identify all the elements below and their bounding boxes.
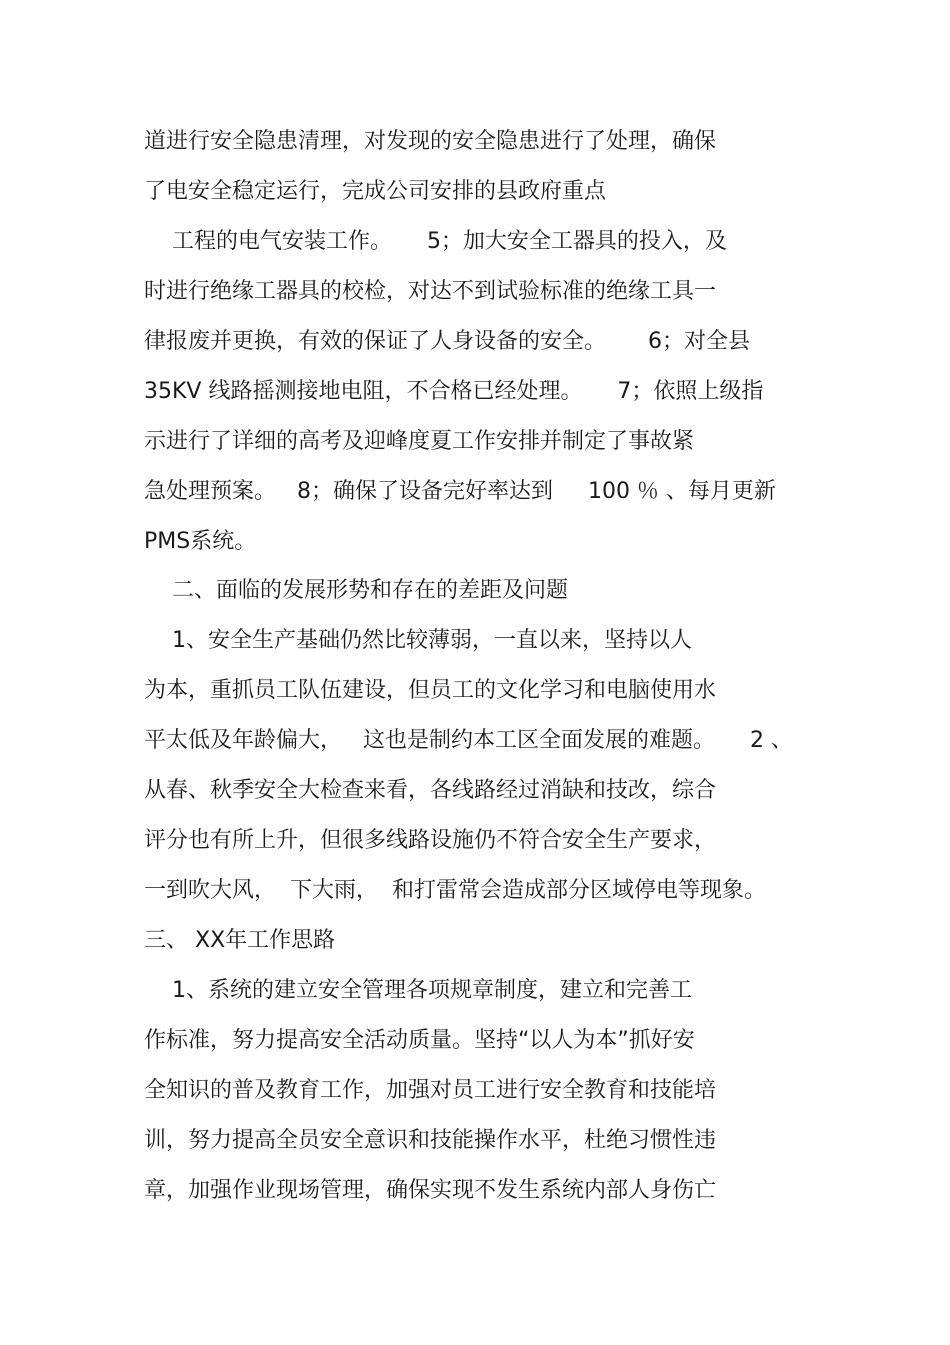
text-line: 了电安全稳定运行，完成公司安排的县政府重点: [144, 179, 607, 204]
text-line: 训，努力提高全员安全意识和技能操作水平，杜绝习惯性违: [144, 1128, 717, 1153]
text-line: 全知识的普及教育工作，加强对员工进行安全教育和技能培: [144, 1078, 717, 1103]
text-line: 律报废并更换，有效的保证了人身设备的安全。 6；对全县: [144, 329, 750, 354]
text-line: 1、安全生产基础仍然比较薄弱，一直以来，坚持以人: [144, 628, 692, 653]
text-line: 工程的电气安装工作。 5；加大安全工器具的投入，及: [144, 229, 727, 254]
text-line: 急处理预案。 8；确保了设备完好率达到 100 ％ 、每月更新: [144, 479, 776, 504]
section-heading: 二、面临的发展形势和存在的差距及问题: [144, 578, 568, 603]
text-line: 章，加强作业现场管理，确保实现不发生系统内部人身伤亡: [144, 1178, 717, 1203]
text-line: 作标准，努力提高安全活动质量。坚持“以人为本”抓好安: [144, 1028, 695, 1053]
text-line: 一到吹大风， 下大雨， 和打雷常会造成部分区域停电等现象。: [144, 878, 766, 903]
text-line: PMS系统。: [144, 529, 257, 554]
text-line: 道进行安全隐患清理，对发现的安全隐患进行了处理，确保: [144, 129, 717, 154]
text-line: 为本，重抓员工队伍建设，但员工的文化学习和电脑使用水: [144, 678, 717, 703]
text-line: 平太低及年龄偏大， 这也是制约本工区全面发展的难题。 2 、: [144, 728, 793, 753]
text-line: 示进行了详细的高考及迎峰度夏工作安排并制定了事故紧: [144, 429, 695, 454]
text-line: 从春、秋季安全大检查来看，各线路经过消缺和技改，综合: [144, 778, 717, 803]
text-line: 时进行绝缘工器具的校检，对达不到试验标准的绝缘工具一: [144, 279, 717, 304]
text-line: 1、系统的建立安全管理各项规章制度，建立和完善工: [144, 978, 692, 1003]
text-line: 35KV 线路摇测接地电阻，不合格已经处理。 7；依照上级指: [144, 379, 764, 404]
text-line: 评分也有所上升，但很多线路设施仍不符合安全生产要求，: [144, 828, 717, 853]
section-heading: 三、 XX年工作思路: [144, 928, 336, 953]
